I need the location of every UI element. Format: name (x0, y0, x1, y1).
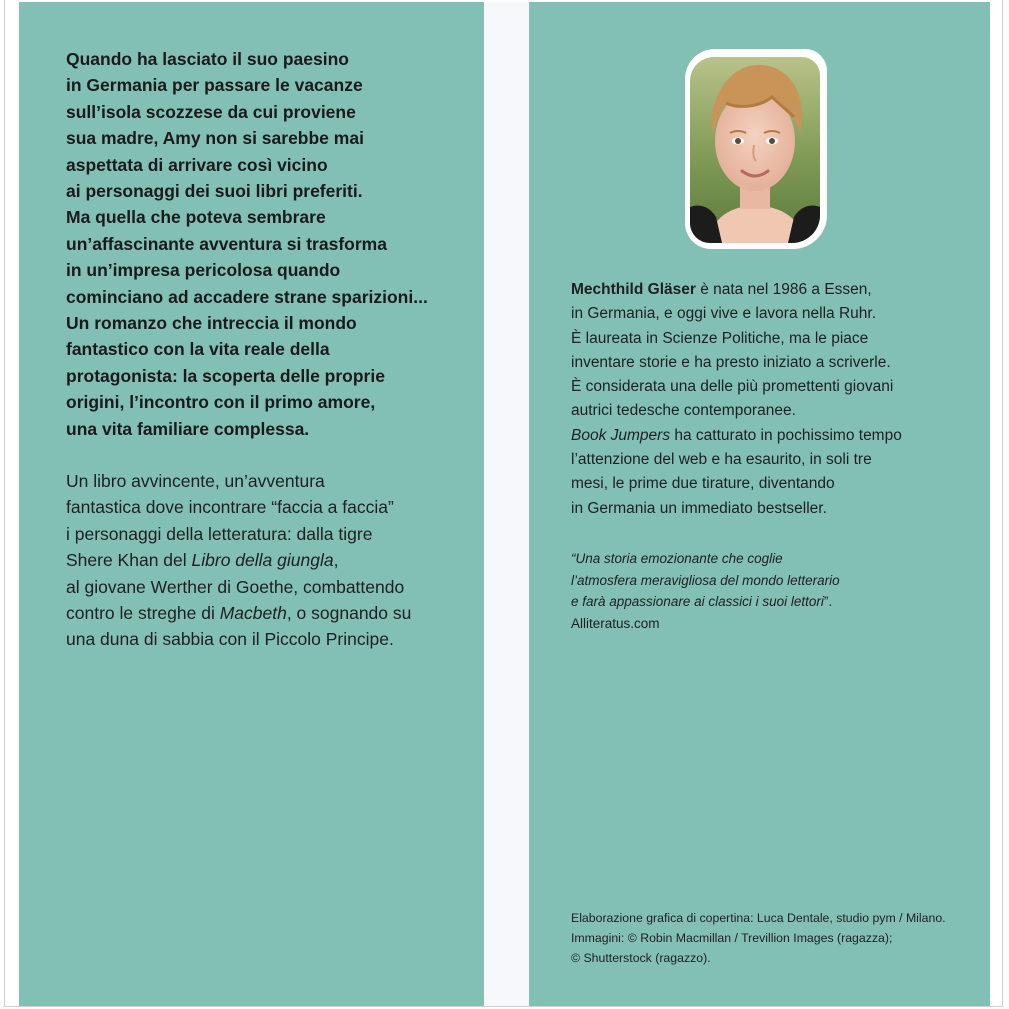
synopsis-regular-line: al giovane Werther di Goethe, combattendo (66, 576, 405, 597)
text-run: , o sognando su (286, 603, 412, 624)
spine-gutter (484, 2, 529, 1006)
synopsis-bold (66, 46, 471, 442)
quote-line (571, 591, 981, 613)
synopsis-regular-line: una duna di sabbia con il Piccolo Principe. (66, 629, 394, 650)
synopsis-line: una vita familiare complessa. (66, 418, 310, 439)
credit-line: Immagini: © Robin Macmillan / Trevillion Images (ragazza); (571, 931, 893, 945)
synopsis-line: fantastico con la vita reale della (66, 339, 330, 360)
bio-line: inventare storie e ha presto iniziato a scriverle. (571, 353, 891, 371)
book-title-book-jumpers: Book Jumpers (571, 426, 671, 444)
synopsis-line: in Germania per passare le vacanze (66, 75, 363, 96)
synopsis-line: Quando ha lasciato il suo paesino (66, 49, 349, 69)
author-photo-frame (685, 49, 827, 249)
author-name: Mechthild Gläser (571, 281, 696, 298)
text-run: ha catturato in pochissimo tempo (670, 426, 902, 444)
quote-source: Alliteratus.com (571, 615, 660, 631)
quote-line: “Una storia emozionante che coglie (571, 551, 783, 566)
synopsis-line: aspettata di arrivare così vicino (66, 154, 328, 175)
book-title-macbeth: Macbeth (219, 603, 287, 624)
bio-line: mesi, le prime due tirature, diventando (571, 475, 835, 493)
synopsis-regular (66, 468, 476, 653)
book-title-jungle-book: Libro della giungla (191, 550, 334, 571)
text-run: e farà appassionare ai classici i suoi lettori (571, 594, 824, 609)
synopsis-line: ai personaggi dei suoi libri preferiti. (66, 181, 363, 202)
cover-credits (571, 908, 981, 968)
text-run: è nata nel 1986 a Essen, (695, 281, 872, 298)
author-photo (690, 57, 820, 243)
synopsis-line: origini, l’incontro con il primo amore, (66, 392, 376, 413)
synopsis-line: cominciano ad accadere strane sparizioni... (66, 286, 428, 307)
bio-line: autrici tedesche contemporanee. (571, 402, 796, 420)
text-run: Shere Khan del (66, 550, 192, 571)
right-flap (529, 2, 990, 1006)
synopsis-line: Ma quella che poteva sembrare (66, 207, 326, 228)
bio-line: È laureata in Scienze Politiche, ma le piace (571, 329, 869, 347)
author-bio (571, 278, 981, 521)
synopsis-line: Un romanzo che intreccia il mondo (66, 313, 357, 334)
synopsis-line: un’affascinante avventura si trasforma (66, 233, 387, 254)
bio-line: È considerata una delle più promettenti giovani (571, 378, 894, 396)
quote-line: l’atmosfera meravigliosa del mondo letterario (571, 572, 840, 588)
text-run: contro le streghe di (66, 603, 220, 624)
credit-line: © Shutterstock (ragazzo). (571, 951, 711, 965)
left-flap (19, 2, 484, 1006)
synopsis-regular-line: Un libro avvincente, un’avventura (66, 471, 325, 491)
credit-line: Elaborazione grafica di copertina: Luca Dentale, studio pym / Milano. (571, 911, 946, 925)
synopsis-line: in un’impresa pericolosa quando (66, 260, 341, 281)
bio-line: in Germania un immediato bestseller. (571, 499, 827, 517)
bio-line: in Germania, e oggi vive e lavora nella Ruhr. (571, 305, 876, 323)
synopsis-regular-line: i personaggi della letteratura: dalla tigre (66, 523, 373, 544)
bio-line (571, 278, 981, 302)
text-run: , (333, 550, 339, 571)
review-quote (571, 548, 981, 634)
synopsis-regular-line: fantastica dove incontrare “faccia a faccia” (66, 497, 394, 518)
synopsis-line: protagonista: la scoperta delle proprie (66, 365, 385, 386)
portrait-illustration (690, 57, 820, 243)
text-run: ”. (823, 594, 833, 609)
synopsis-regular-line (66, 600, 476, 626)
synopsis-line: sua madre, Amy non si sarebbe mai (66, 128, 364, 149)
synopsis-line: sull’isola scozzese da cui proviene (66, 101, 356, 122)
bio-line (571, 424, 981, 448)
bio-line: l’attenzione del web e ha esaurito, in soli tre (571, 451, 872, 469)
synopsis-regular-line (66, 547, 476, 573)
